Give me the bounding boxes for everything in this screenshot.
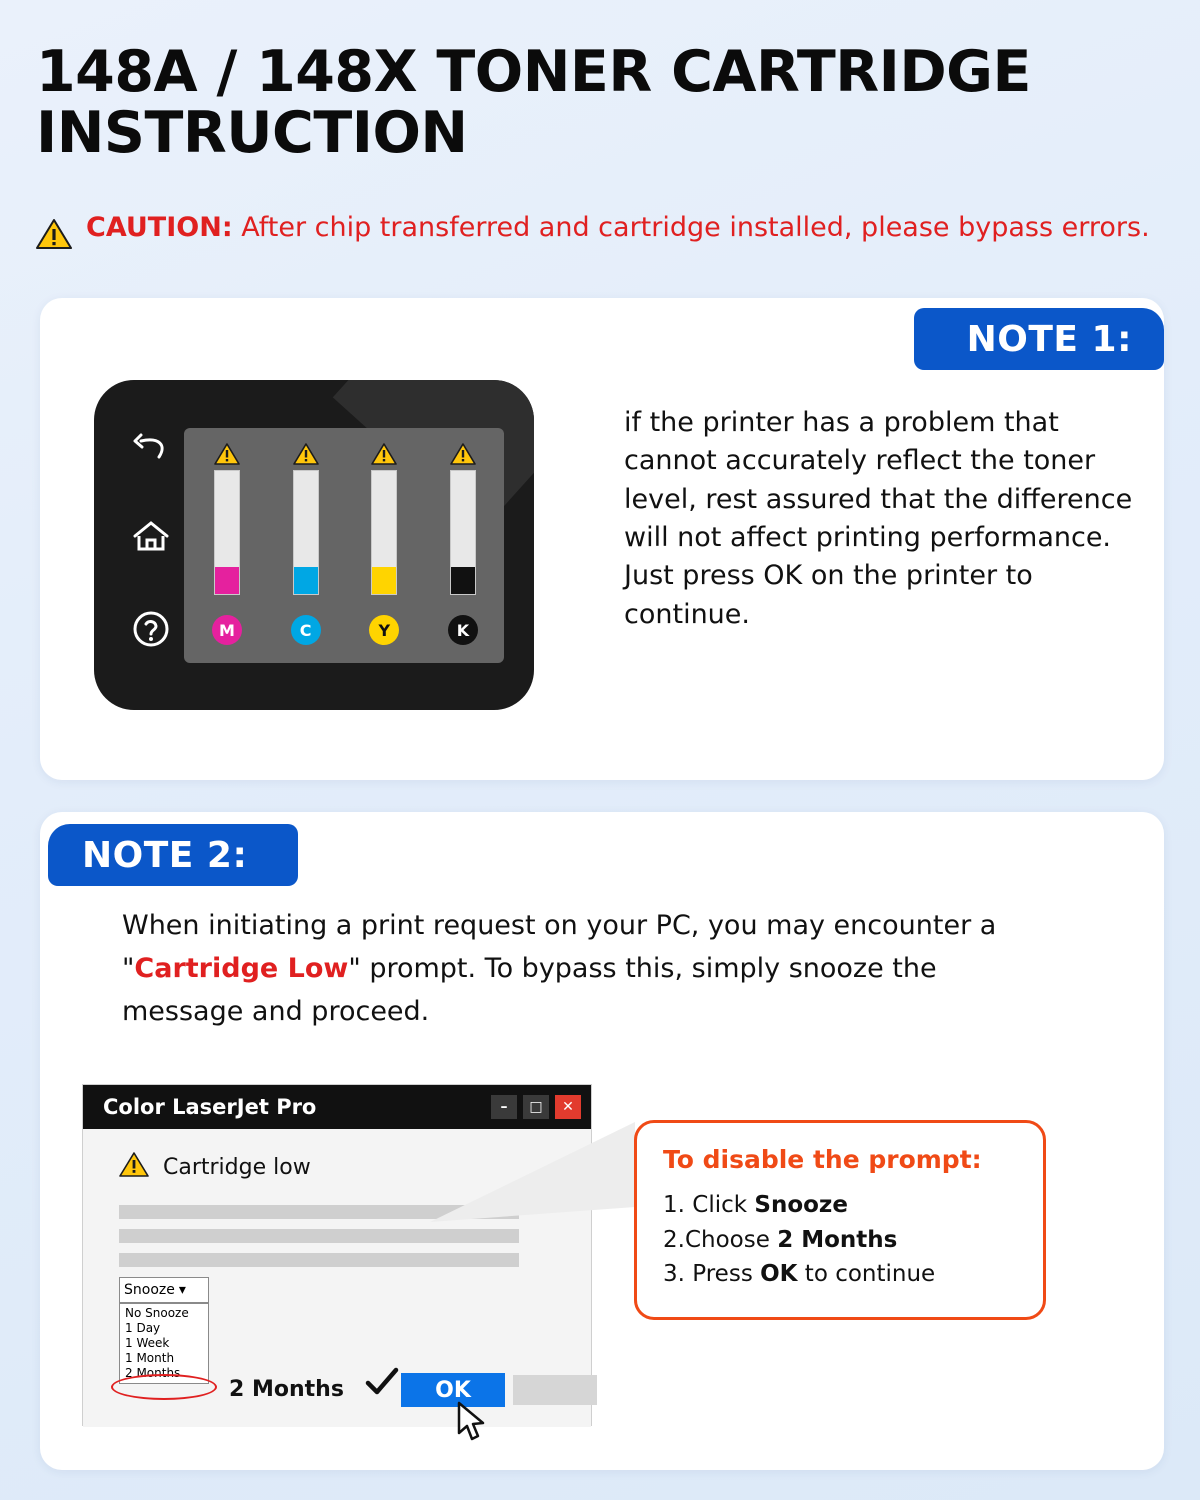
- step-bold: Snooze: [754, 1192, 848, 1218]
- callout-title: To disable the prompt:: [663, 1145, 982, 1174]
- toner-level-bars: [206, 442, 484, 647]
- warning-triangle-icon: [214, 442, 240, 470]
- ok-button[interactable]: OK: [401, 1373, 505, 1407]
- toner-fill: [215, 567, 239, 594]
- caution-text: [86, 212, 1150, 245]
- caution-body: After chip transferred and cartridge installed, please bypass errors.: [232, 212, 1150, 243]
- selected-option-label: 2 Months: [229, 1377, 344, 1402]
- snooze-option-0[interactable]: No Snooze: [125, 1306, 189, 1320]
- warning-triangle-icon: [293, 442, 319, 470]
- toner-label-m: M: [212, 615, 242, 645]
- dialog-alert-row: [119, 1151, 311, 1184]
- toner-label-k: K: [448, 615, 478, 645]
- note1-badge: NOTE 1:: [914, 308, 1164, 370]
- step-pre: Choose: [684, 1226, 778, 1253]
- note1-card: [40, 298, 1164, 780]
- toner-tube: [371, 470, 397, 595]
- warning-triangle-icon: [119, 1151, 149, 1184]
- page-title: 148A / 148X TONER CARTRIDGE INSTRUCTION: [36, 39, 1031, 166]
- note2-highlight: Cartridge Low: [134, 953, 349, 985]
- warning-triangle-icon: [36, 218, 72, 254]
- step-number: 1.: [663, 1192, 693, 1218]
- callout-steps: [663, 1188, 1017, 1292]
- toner-tube: [214, 470, 240, 595]
- mouse-pointer-icon: [455, 1401, 491, 1449]
- toner-tube: [450, 470, 476, 595]
- step-bold: 2 Months: [777, 1226, 898, 1253]
- snooze-option-3[interactable]: 1 Month: [125, 1351, 175, 1365]
- snooze-option-list[interactable]: [119, 1303, 209, 1384]
- note2-body-text: [122, 904, 1062, 1034]
- printer-control-panel: [94, 380, 534, 710]
- toner-bar-m: [206, 442, 248, 647]
- close-icon[interactable]: ✕: [555, 1095, 581, 1119]
- caution-label: CAUTION:: [86, 212, 233, 243]
- selection-highlight-ring: [111, 1374, 217, 1400]
- step-number: 2.: [663, 1226, 685, 1253]
- placeholder-line: [119, 1253, 519, 1267]
- toner-tube: [293, 470, 319, 595]
- warning-triangle-icon: [450, 442, 476, 470]
- chevron-down-icon[interactable]: ▾: [178, 1282, 186, 1298]
- step-number: 3.: [663, 1261, 693, 1287]
- printer-button-group: [116, 408, 186, 678]
- home-icon[interactable]: [129, 516, 173, 560]
- dialog-alert-text: Cartridge low: [163, 1155, 311, 1180]
- toner-label-c: C: [291, 615, 321, 645]
- note1-body-text: if the printer has a problem that cannot accurately reflect the toner level, rest assured that the difference will not affect printing performance. Just press OK on the printer to continue.: [624, 407, 1133, 630]
- disable-prompt-callout: [634, 1120, 1046, 1320]
- snooze-select-value: Snooze: [124, 1282, 175, 1298]
- snooze-select[interactable]: [119, 1277, 209, 1303]
- toner-fill: [372, 567, 396, 594]
- toner-label-y: Y: [369, 615, 399, 645]
- note2-card: [40, 812, 1164, 1470]
- secondary-button-placeholder[interactable]: [513, 1375, 597, 1405]
- note2-text-part1: When initiating a print request on your PC, you may encounter a ": [122, 910, 997, 985]
- toner-bar-k: [442, 442, 484, 647]
- toner-fill: [294, 567, 318, 594]
- note2-badge: NOTE 2:: [48, 824, 298, 886]
- minimize-icon[interactable]: –: [491, 1095, 517, 1119]
- callout-tail: [420, 1112, 640, 1236]
- callout-step-2: [663, 1223, 1017, 1258]
- step-bold: OK: [760, 1261, 798, 1287]
- warning-triangle-icon: [371, 442, 397, 470]
- toner-bar-c: [285, 442, 327, 647]
- checkmark-icon: [365, 1367, 399, 1401]
- back-arrow-icon[interactable]: [129, 431, 173, 469]
- step-pre: Press: [692, 1261, 761, 1287]
- callout-step-1: [663, 1188, 1017, 1223]
- step-post: to continue: [797, 1261, 936, 1287]
- note2-text-part2: " prompt. To bypass this, simply snooze the message and proceed.: [122, 953, 937, 1028]
- callout-step-3: [663, 1257, 1017, 1292]
- printer-screen: [184, 428, 504, 663]
- step-pre: Click: [692, 1192, 755, 1218]
- maximize-icon[interactable]: □: [523, 1095, 549, 1119]
- toner-fill: [451, 567, 475, 594]
- help-question-icon[interactable]: [129, 607, 173, 655]
- caution-banner: [36, 212, 1156, 254]
- toner-bar-y: [363, 442, 405, 647]
- dialog-title: Color LaserJet Pro: [103, 1095, 317, 1119]
- snooze-option-4[interactable]: 2 Months: [125, 1366, 181, 1380]
- snooze-option-2[interactable]: 1 Week: [125, 1336, 170, 1350]
- snooze-option-1[interactable]: 1 Day: [125, 1321, 161, 1335]
